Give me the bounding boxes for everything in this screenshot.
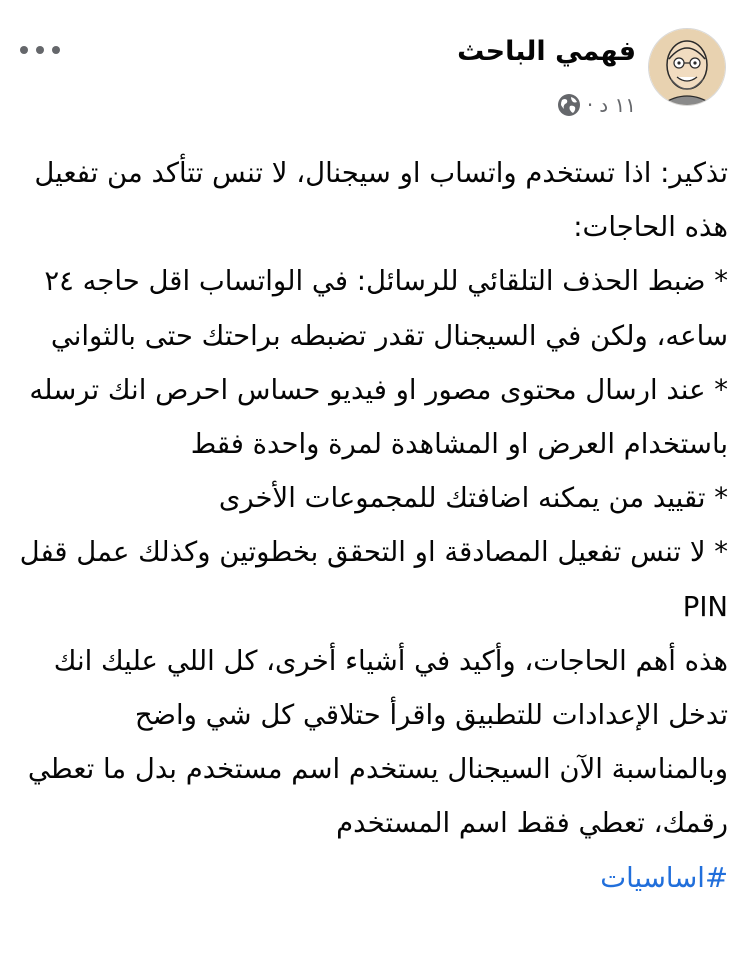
globe-icon[interactable] xyxy=(557,93,581,117)
avatar-illustration xyxy=(649,29,725,105)
more-options-button[interactable] xyxy=(20,38,60,62)
post-timestamp[interactable]: ١١ د xyxy=(599,93,636,117)
author-name[interactable]: فهمي الباحث xyxy=(457,36,636,67)
author-avatar[interactable] xyxy=(648,28,726,106)
post-paragraph: هذه أهم الحاجات، وأكيد في أشياء أخرى، كل اللي عليك انك تدخل الإعدادات للتطبيق واقرأ حتلاقي كل شي واضح xyxy=(53,644,728,732)
more-options-dot xyxy=(20,46,28,54)
post-paragraph: * ضبط الحذف التلقائي للرسائل: في الواتساب اقل حاجه ٢٤ ساعه، ولكن في السيجنال تقدر تضبطه براحتك حتى بالثواني xyxy=(44,265,728,352)
meta-separator: · xyxy=(586,93,594,117)
post-meta xyxy=(557,90,636,120)
post-header xyxy=(0,28,750,118)
post-text xyxy=(14,146,728,905)
post-paragraph: وبالمناسبة الآن السيجنال يستخدم اسم مستخدم بدل ما تعطي رقمك، تعطي فقط اسم المستخدم xyxy=(27,753,728,840)
hashtag-link[interactable]: #اساسيات xyxy=(600,861,728,894)
post-paragraph: * عند ارسال محتوى مصور او فيديو حساس احرص انك ترسله باستخدام العرض او المشاهدة لمرة واحدة فقط xyxy=(29,373,728,461)
more-options-dot xyxy=(36,46,44,54)
post-paragraph: * تقييد من يمكنه اضافتك للمجموعات الأخرى xyxy=(218,482,728,515)
post-paragraph: * لا تنس تفعيل المصادقة او التحقق بخطوتين وكذلك عمل قفل PIN xyxy=(19,536,728,623)
post-paragraph: تذكير: اذا تستخدم واتساب او سيجنال، لا تنس تتأكد من تفعيل هذه الحاجات: xyxy=(34,157,728,244)
more-options-dot xyxy=(52,46,60,54)
hashtag-line xyxy=(14,851,728,905)
